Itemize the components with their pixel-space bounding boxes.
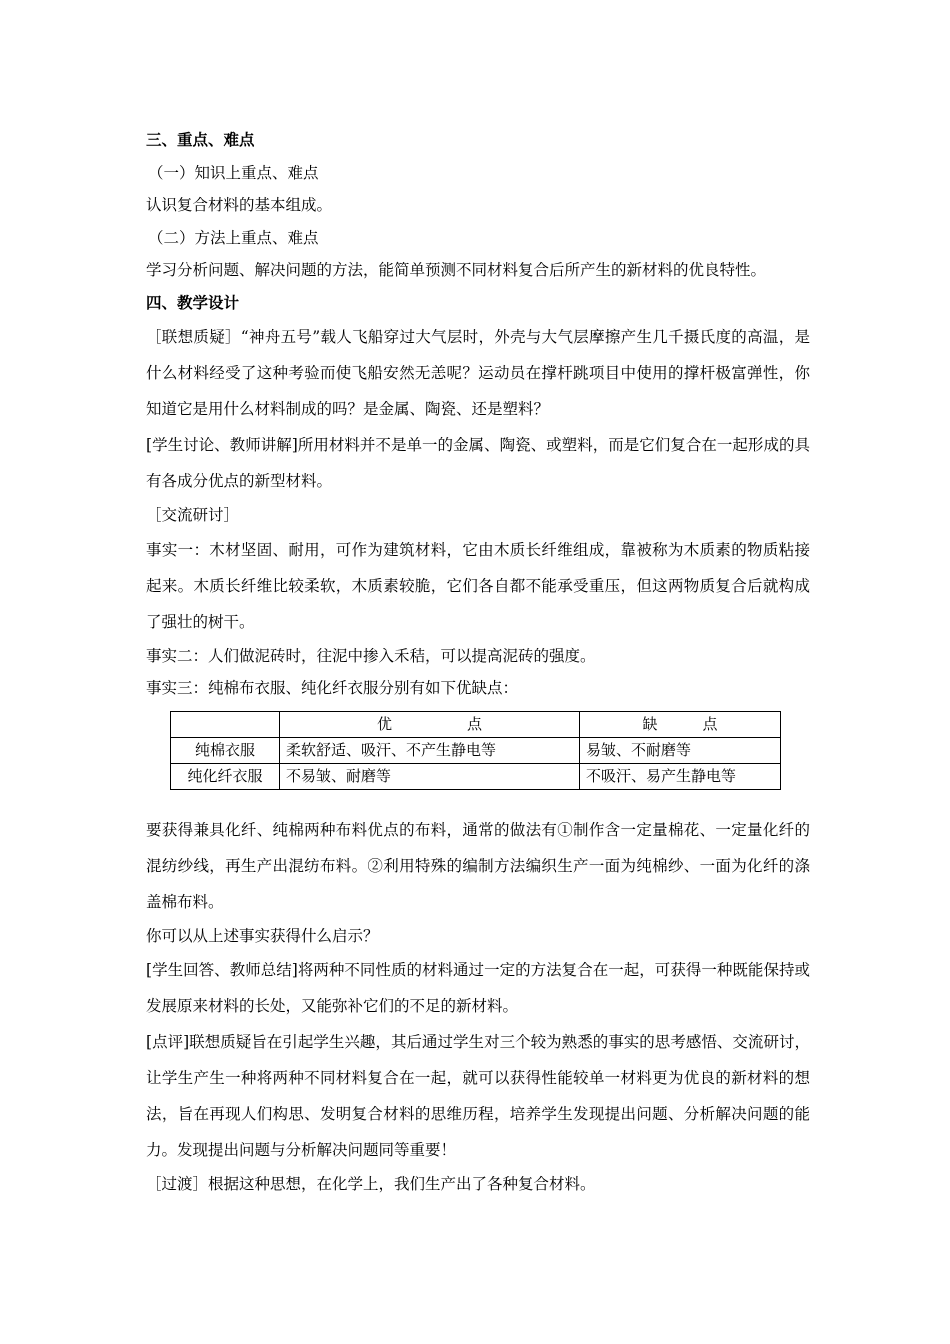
section4-fact1: 事实一：木材坚固、耐用，可作为建筑材料，它由木质长纤维组成，靠被称为木质素的物质粘接起来。木质长纤维比较柔软，木质素较脆，它们各自都不能承受重压，但这两物质复合后就构成了强壮的树干。 xyxy=(146,540,810,631)
section3-sub1-text: 认识复合材料的基本组成。 xyxy=(146,196,333,214)
comparison-table xyxy=(170,711,781,790)
section4-fact2: 事实二：人们做泥砖时，往泥中掺入禾秸，可以提高泥砖的强度。 xyxy=(146,646,596,665)
section3-heading: 三、重点、难点 xyxy=(146,130,255,149)
table-cell: 纯化纤衣服 xyxy=(171,763,280,789)
table-cell: 纯棉衣服 xyxy=(171,737,280,763)
table-header-cell xyxy=(171,711,280,737)
table-cell: 柔软舒适、吸汗、不产生静电等 xyxy=(280,737,580,763)
section4-para-exchange: ［交流研讨］ xyxy=(146,506,240,524)
section4-para-discussion: [学生讨论、教师讲解]所用材料并不是单一的金属、陶瓷、或塑料，而是它们复合在一起形成的具有各成分优点的新型材料。 xyxy=(146,436,810,490)
section4-para-summary: [学生回答、教师总结]将两种不同性质的材料通过一定的方法复合在一起，可获得一种既能保持或发展原来材料的长处，又能弥补它们的不足的新材料。 xyxy=(146,961,810,1015)
section4-heading: 四、教学设计 xyxy=(146,292,240,312)
section4-para-transition: ［过渡］根据这种思想，在化学上，我们生产出了各种复合材料。 xyxy=(146,1175,596,1193)
table-row xyxy=(171,763,781,789)
table-cell: 不吸汗、易产生静电等 xyxy=(580,763,781,789)
section4-fact3: 事实三：纯棉布衣服、纯化纤衣服分别有如下优缺点： xyxy=(146,679,519,697)
section3-sub2: （二）方法上重点、难点 xyxy=(148,228,319,247)
section4-para-blending: 要获得兼具化纤、纯棉两种布料优点的布料，通常的做法有①制作含一定量棉花、一定量化纤的混纺纱线，再生产出混纺布料。②利用特殊的编制方法编织生产一面为纯棉纱、一面为化纤的涤盖棉布料。 xyxy=(146,820,810,911)
table-header-cell: 缺 点 xyxy=(580,711,781,737)
section3-sub1: （一）知识上重点、难点 xyxy=(148,163,319,182)
table-header-cell: 优 点 xyxy=(280,711,580,737)
table-cell: 不易皱、耐磨等 xyxy=(280,763,580,789)
table-row xyxy=(171,737,781,763)
section4-para-comment: [点评]联想质疑旨在引起学生兴趣，其后通过学生对三个较为熟悉的事实的思考感悟、交流研讨，让学生产生一种将两种不同材料复合在一起，就可以获得性能较单一材料更为优良的新材料的想法，旨在再现人们构思、发明复合材料的思维历程，培养学生发现提出问题、分析解决问题的能力。发现提出问题与分析解决问题同等重要！ xyxy=(146,1033,810,1159)
table-header-row xyxy=(171,711,781,737)
section4-para-association: ［联想质疑］“神舟五号”载人飞船穿过大气层时，外壳与大气层摩擦产生几千摄氏度的高温，是什么材料经受了这种考验而使飞船安然无恙呢？运动员在撑杆跳项目中使用的撑杆极富弹性，你知道它是用什么材料制成的吗？是金属、陶瓷、还是塑料？ xyxy=(146,328,810,418)
section4-para-question: 你可以从上述事实获得什么启示？ xyxy=(146,926,379,945)
table-cell: 易皱、不耐磨等 xyxy=(580,737,781,763)
document-page xyxy=(146,124,810,1201)
section3-sub2-text: 学习分析问题、解决问题的方法，能简单预测不同材料复合后所产生的新材料的优良特性。 xyxy=(146,261,767,279)
